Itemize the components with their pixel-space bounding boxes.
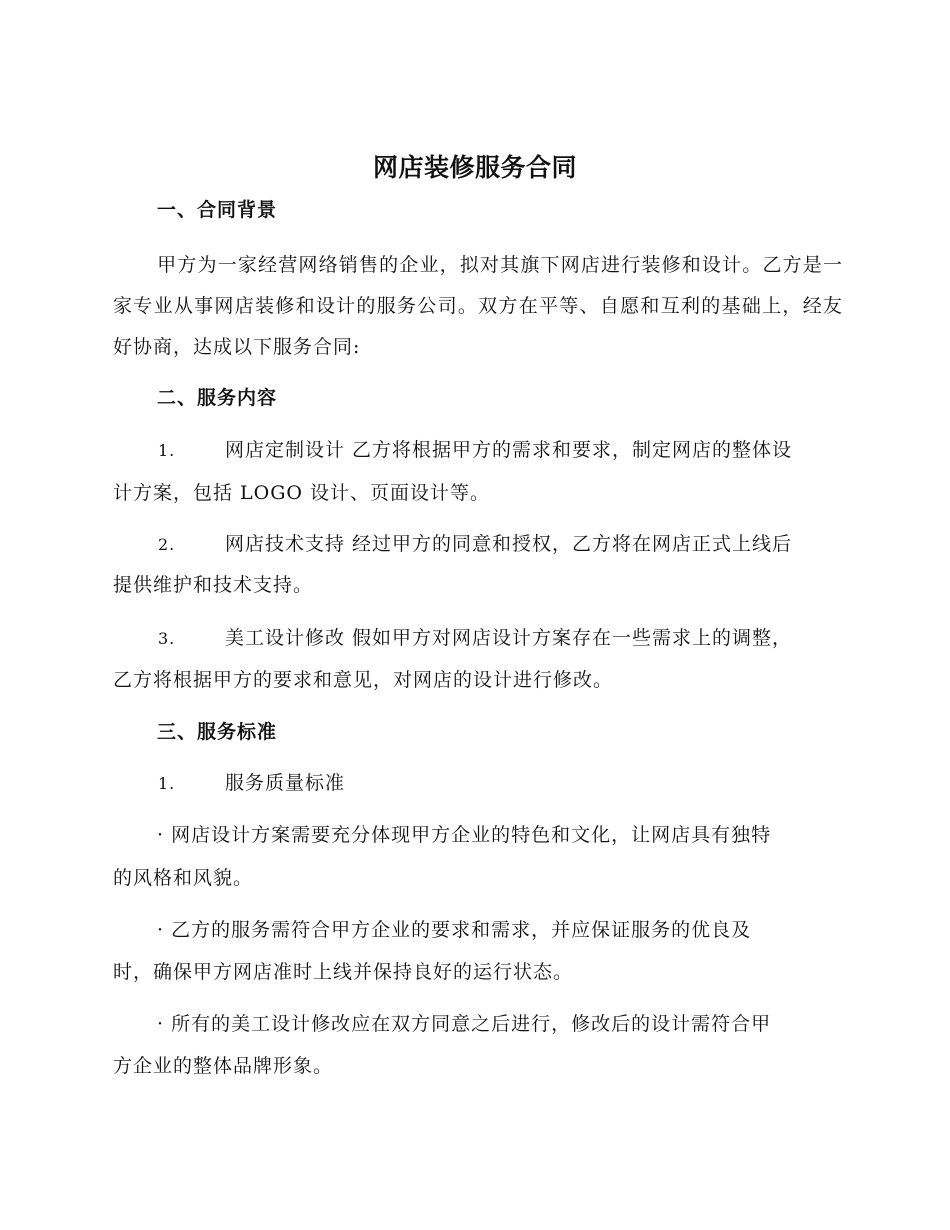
standard-bullet-2-continued: 时，确保甲方网店准时上线并保持良好的运行状态。 bbox=[113, 961, 574, 983]
service-item-3-continued: 乙方将根据甲方的要求和意见，对网店的设计进行修改。 bbox=[113, 669, 614, 691]
background-paragraph-text: 甲方为一家经营网络销售的企业，拟对其旗下网店进行装修和设计。乙方是一家专业从事网店装修和设计的服务公司。双方在平等、自愿和互利的基础上，经友好协商，达成以下服务合同: bbox=[113, 254, 843, 358]
item-number: 1. bbox=[158, 441, 176, 460]
standard-bullet-1: · 网店设计方案需要充分体现甲方企业的特色和文化，让网店具有独特 bbox=[157, 824, 772, 846]
section-heading-background: 一、合同背景 bbox=[157, 199, 278, 221]
document-title: 网店装修服务合同 bbox=[372, 153, 577, 182]
item-text: 美工设计修改 假如甲方对网店设计方案存在一些需求上的调整， bbox=[225, 627, 793, 649]
standard-bullet-3: · 所有的美工设计修改应在双方同意之后进行，修改后的设计需符合甲 bbox=[157, 1013, 772, 1035]
item-text: 网店技术支持 经过甲方的同意和授权，乙方将在网店正式上线后 bbox=[225, 533, 793, 555]
section-heading-service-standard: 三、服务标准 bbox=[157, 721, 278, 743]
item-number: 2. bbox=[158, 535, 176, 554]
standard-bullet-3-continued: 方企业的整体品牌形象。 bbox=[113, 1055, 334, 1077]
standard-bullet-1-continued: 的风格和风貌。 bbox=[113, 867, 254, 889]
section-heading-service-content: 二、服务内容 bbox=[157, 387, 278, 409]
item-text: 服务质量标准 bbox=[225, 772, 346, 794]
standard-bullet-2: · 乙方的服务需符合甲方企业的要求和需求，并应保证服务的优良及 bbox=[157, 919, 752, 941]
item-number: 1. bbox=[158, 774, 176, 793]
item-text: 网店定制设计 乙方将根据甲方的需求和要求，制定网店的整体设 bbox=[225, 439, 793, 461]
background-paragraph bbox=[113, 245, 843, 368]
service-item-1-continued: 计方案，包括 LOGO 设计、页面设计等。 bbox=[113, 482, 491, 504]
service-item-2-continued: 提供维护和技术支持。 bbox=[113, 574, 314, 596]
item-number: 3. bbox=[158, 629, 176, 648]
